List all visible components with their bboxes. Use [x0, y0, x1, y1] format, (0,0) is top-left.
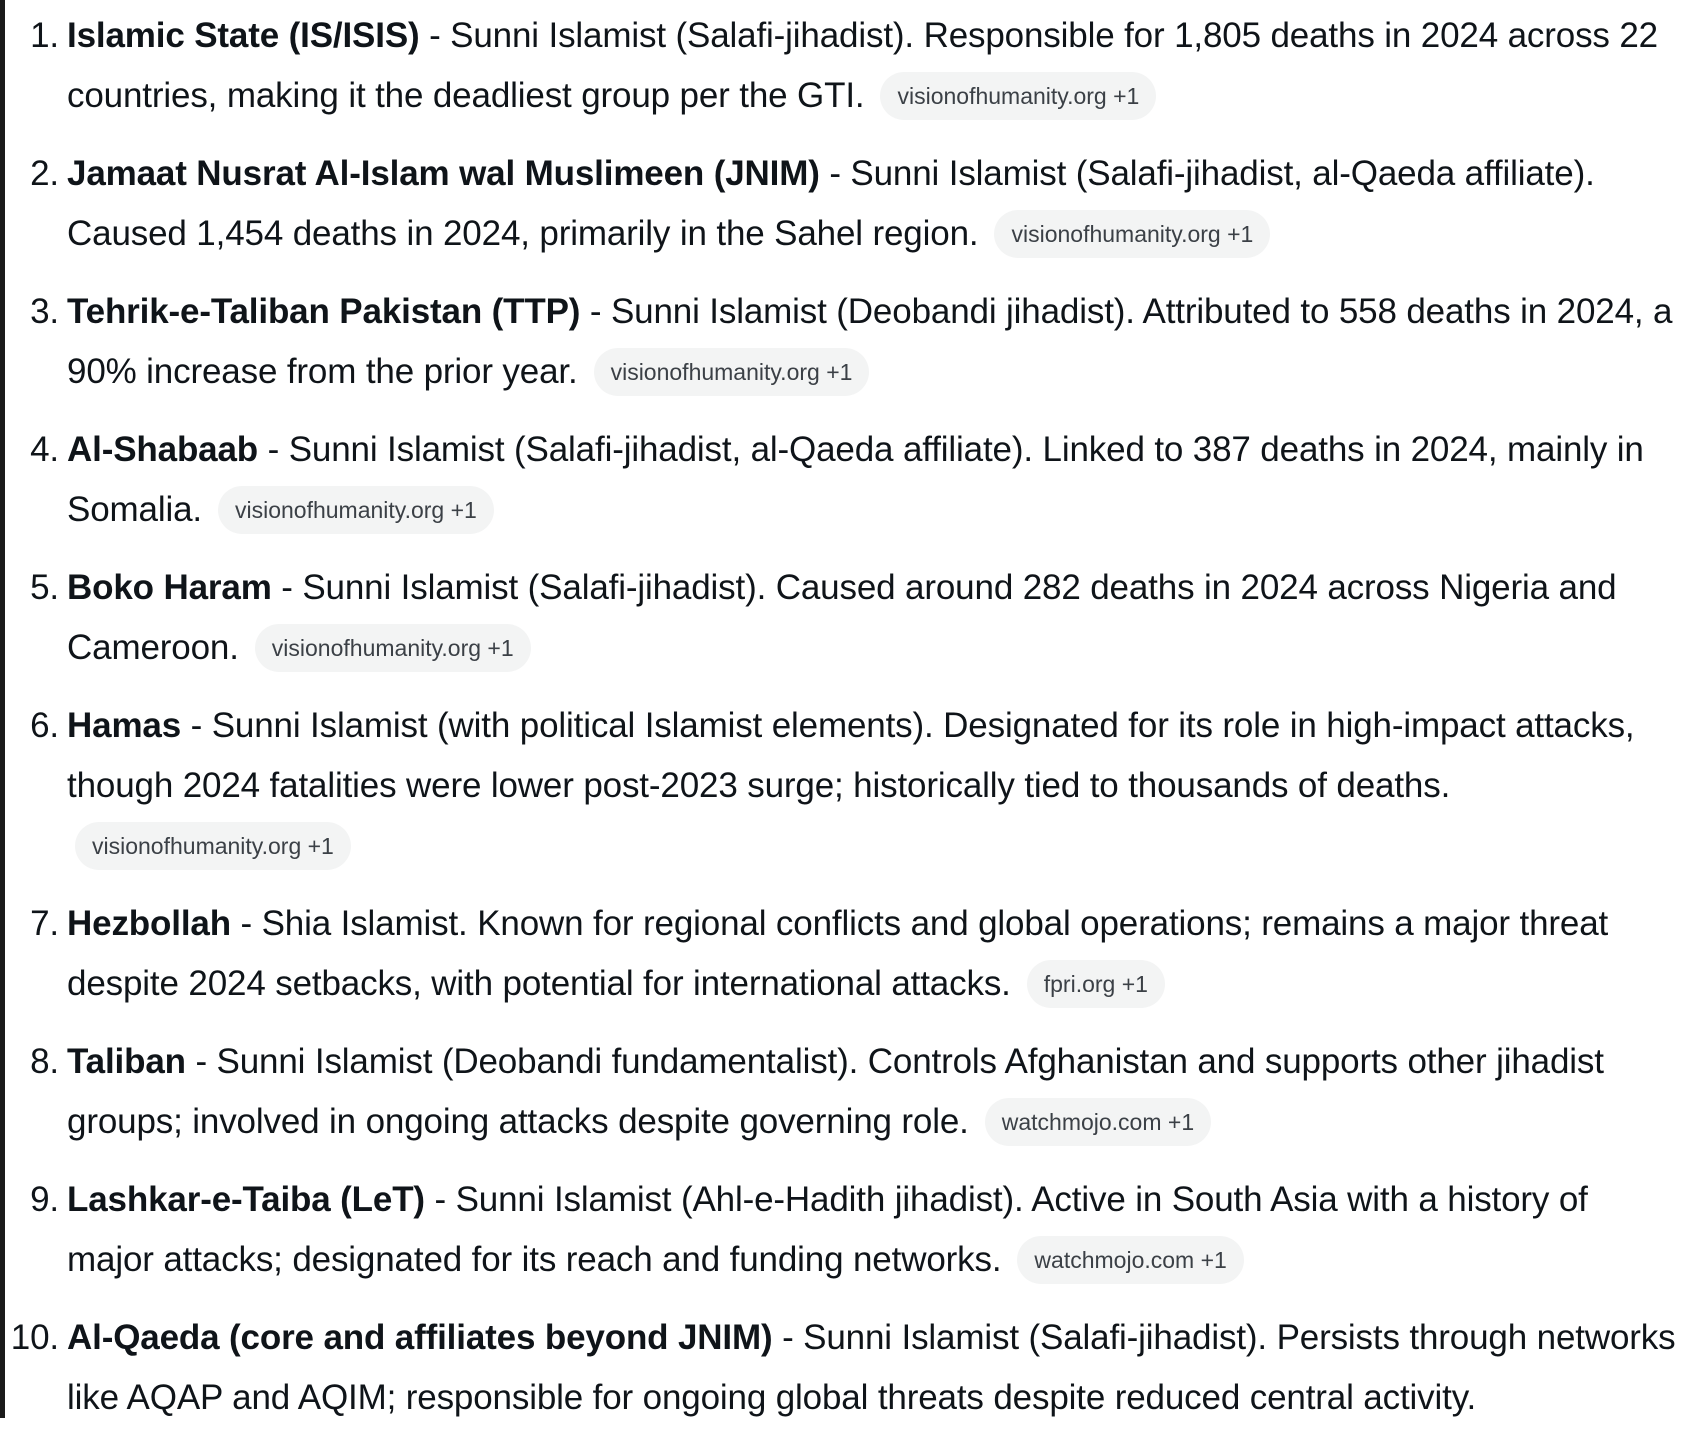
group-name: Islamic State (IS/ISIS) — [67, 16, 420, 55]
group-name: Al-Shabaab — [67, 430, 259, 469]
group-name: Boko Haram — [67, 568, 272, 607]
list-item — [0, 558, 1702, 678]
group-description: - Sunni Islamist (Deobandi fundamentalist). Controls Afghanistan and supports other jihadist groups; involved in ongoing attacks despite governing role. — [67, 1042, 1604, 1141]
list-item — [0, 1032, 1702, 1152]
group-description: - Sunni Islamist (Ahl-e-Hadith jihadist). Active in South Asia with a history of major attacks; designated for its reach and funding networks. — [67, 1180, 1588, 1279]
source-chip[interactable]: watchmojo.com +1 — [985, 1098, 1211, 1146]
group-name: Hezbollah — [67, 904, 231, 943]
source-chip[interactable]: visionofhumanity.org +1 — [994, 210, 1270, 258]
group-name: Lashkar-e-Taiba (LeT) — [67, 1180, 425, 1219]
source-chip[interactable]: visionofhumanity.org +1 — [594, 348, 870, 396]
list-item — [0, 894, 1702, 1014]
group-name: Hamas — [67, 706, 182, 745]
list-number: 5. — [30, 568, 59, 607]
list-number: 7. — [30, 904, 59, 943]
list-number: 10. — [10, 1318, 59, 1357]
source-chip[interactable]: visionofhumanity.org +1 — [880, 72, 1156, 120]
list-item — [0, 6, 1702, 126]
group-description: - Sunni Islamist (with political Islamist elements). Designated for its role in high-impact attacks, though 2024 fatalities were lower post-2023 surge; historically tied to thousands of deaths. — [67, 706, 1635, 805]
group-description: - Sunni Islamist (Salafi-jihadist). Persists through networks like AQAP and AQIM; responsible for ongoing global threats despite reduced central activity. — [67, 1318, 1676, 1417]
list-item — [0, 282, 1702, 402]
list-item — [0, 144, 1702, 264]
list-number: 4. — [30, 430, 59, 469]
terror-groups-list — [0, 6, 1702, 1446]
list-item — [0, 1170, 1702, 1290]
group-description: - Sunni Islamist (Salafi-jihadist). Caused around 282 deaths in 2024 across Nigeria and Cameroon. — [67, 568, 1617, 667]
list-number: 6. — [30, 706, 59, 745]
list-item — [0, 1308, 1702, 1428]
list-number: 2. — [30, 154, 59, 193]
list-number: 8. — [30, 1042, 59, 1081]
source-chip[interactable]: watchmojo.com +1 — [1017, 1236, 1243, 1284]
source-chip[interactable]: visionofhumanity.org +1 — [75, 822, 351, 870]
group-description: - Sunni Islamist (Deobandi jihadist). Attributed to 558 deaths in 2024, a 90% increase from the prior year. — [67, 292, 1673, 391]
group-name: Taliban — [67, 1042, 186, 1081]
source-chip[interactable]: visionofhumanity.org +1 — [218, 486, 494, 534]
group-description: - Sunni Islamist (Salafi-jihadist). Responsible for 1,805 deaths in 2024 across 22 countries, making it the deadliest group per the GTI. — [67, 16, 1658, 115]
group-name: Tehrik-e-Taliban Pakistan (TTP) — [67, 292, 581, 331]
list-number: 9. — [30, 1180, 59, 1219]
list-number: 1. — [30, 16, 59, 55]
list-item — [0, 696, 1702, 876]
source-chip[interactable]: visionofhumanity.org +1 — [255, 624, 531, 672]
group-name: Jamaat Nusrat Al-Islam wal Muslimeen (JNIM) — [67, 154, 820, 193]
group-description: - Shia Islamist. Known for regional conflicts and global operations; remains a major threat despite 2024 setbacks, with potential for international attacks. — [67, 904, 1609, 1003]
group-description: - Sunni Islamist (Salafi-jihadist, al-Qaeda affiliate). Caused 1,454 deaths in 2024, primarily in the Sahel region. — [67, 154, 1595, 253]
list-number: 3. — [30, 292, 59, 331]
group-name: Al-Qaeda (core and affiliates beyond JNIM) — [67, 1318, 773, 1357]
source-chip[interactable]: fpri.org +1 — [1027, 960, 1165, 1008]
list-item — [0, 420, 1702, 540]
group-description: - Sunni Islamist (Salafi-jihadist, al-Qaeda affiliate). Linked to 387 deaths in 2024, mainly in Somalia. — [67, 430, 1644, 529]
